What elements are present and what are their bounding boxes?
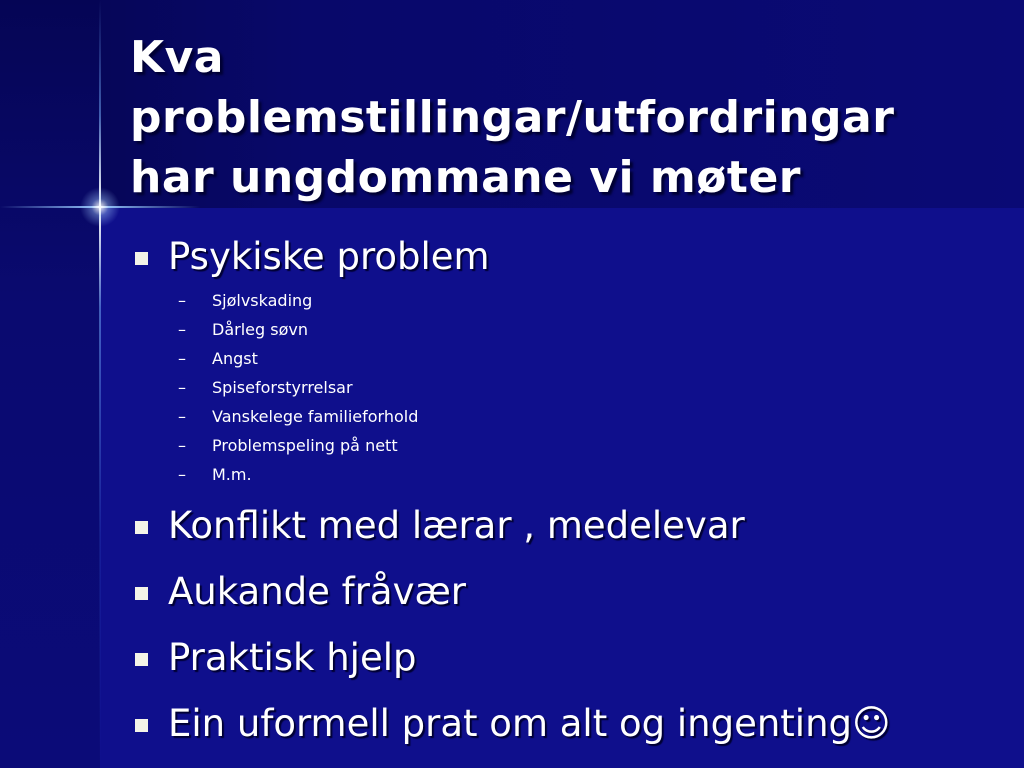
sub-bullet-list <box>130 286 1010 489</box>
sub-bullet-text: Dårleg søvn <box>212 320 308 339</box>
sub-bullet-text: Sjølvskading <box>212 291 313 310</box>
light-flare-vertical <box>99 0 101 768</box>
square-bullet-icon <box>135 587 148 600</box>
sub-bullet-text: M.m. <box>212 465 252 484</box>
dash-bullet-icon: – <box>178 407 186 426</box>
bullet-text: Praktisk hjelp <box>168 636 417 679</box>
sub-bullet-item <box>130 344 1010 373</box>
bullet-item-praktisk-hjelp <box>130 633 1010 683</box>
dash-bullet-icon: – <box>178 320 186 339</box>
square-bullet-icon <box>135 653 148 666</box>
bullet-text: Konflikt med lærar , medelevar <box>168 504 745 547</box>
bullet-text: Ein uformell prat om alt og ingenting☺ <box>168 702 891 745</box>
sub-bullet-text: Spiseforstyrrelsar <box>212 378 353 397</box>
bullet-list <box>130 232 1010 749</box>
sub-bullet-text: Angst <box>212 349 258 368</box>
square-bullet-icon <box>135 252 148 265</box>
bullet-item-uformell-prat <box>130 699 1010 749</box>
light-flare-glow <box>80 187 120 227</box>
sub-bullet-item <box>130 315 1010 344</box>
sub-bullet-text: Problemspeling på nett <box>212 436 398 455</box>
sub-bullet-item <box>130 373 1010 402</box>
dash-bullet-icon: – <box>178 465 186 484</box>
sub-bullet-item <box>130 431 1010 460</box>
square-bullet-icon <box>135 719 148 732</box>
dash-bullet-icon: – <box>178 436 186 455</box>
sub-bullet-item <box>130 286 1010 315</box>
bullet-text: Psykiske problem <box>168 235 490 278</box>
sub-bullet-item <box>130 402 1010 431</box>
title-line-1: Kva <box>130 32 224 83</box>
bullet-item-fravaer <box>130 567 1010 617</box>
sub-bullet-text: Vanskelege familieforhold <box>212 407 419 426</box>
bullet-item-psykiske-problem <box>130 232 1010 282</box>
square-bullet-icon <box>135 521 148 534</box>
slide-title <box>130 28 1010 208</box>
bullet-text: Aukande fråvær <box>168 570 467 613</box>
dash-bullet-icon: – <box>178 378 186 397</box>
dash-bullet-icon: – <box>178 349 186 368</box>
sub-bullet-item <box>130 460 1010 489</box>
bullet-item-konflikt <box>130 501 1010 551</box>
title-line-3: har ungdommane vi møter <box>130 152 802 203</box>
left-panel <box>0 0 100 768</box>
title-line-2: problemstillingar/utfordringar <box>130 92 895 143</box>
dash-bullet-icon: – <box>178 291 186 310</box>
